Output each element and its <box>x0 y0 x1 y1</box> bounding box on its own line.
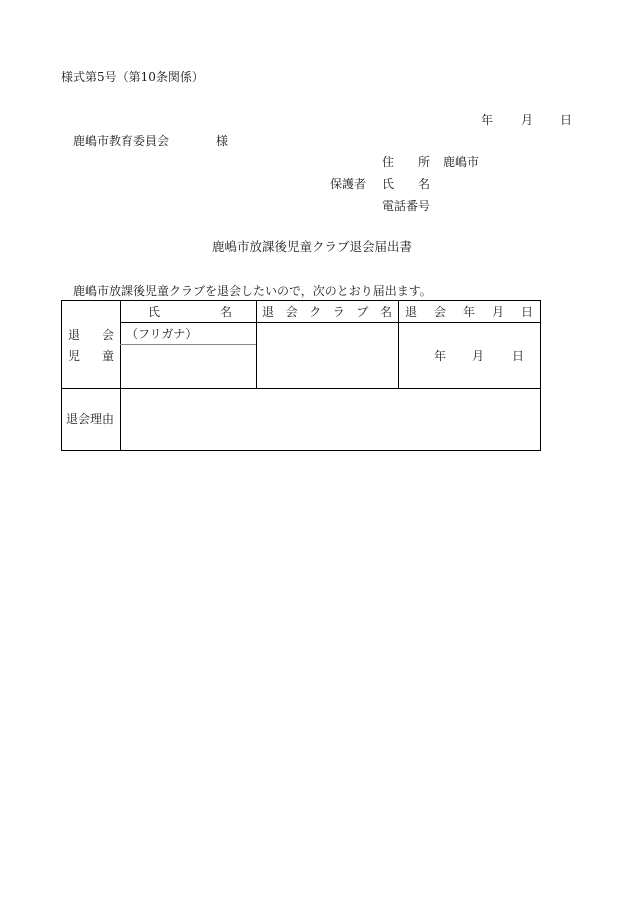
header-date-char: 月 <box>491 305 504 319</box>
header-club-name <box>262 305 392 319</box>
reason-field[interactable] <box>121 389 540 450</box>
addressee-honorific: 様 <box>216 134 229 148</box>
header-date-char: 会 <box>433 305 446 319</box>
name-label-2: 名 <box>418 177 431 191</box>
row-label-char: 会 <box>101 328 114 342</box>
table-vline-club <box>398 301 399 388</box>
withdrawal-table <box>61 300 541 451</box>
date-year-label: 年 <box>481 113 494 127</box>
header-club-char: ク <box>309 305 322 319</box>
header-name-char: 氏 <box>148 305 161 319</box>
header-name-char: 名 <box>219 305 232 319</box>
header-club-char: ラ <box>332 305 345 319</box>
header-withdrawal-date <box>405 305 533 319</box>
row-label-char: 退 <box>68 328 81 342</box>
address-label-2: 所 <box>418 155 431 169</box>
phone-label: 電話番号 <box>382 199 431 213</box>
withdrawal-month-label: 月 <box>472 349 485 363</box>
address-label-1: 住 <box>382 155 395 169</box>
intro-text: 鹿嶋市放課後児童クラブを退会したいので，次のとおり届出ます。 <box>73 284 432 298</box>
form-number: 様式第5号（第10条関係） <box>61 70 204 84</box>
reason-label: 退会理由 <box>66 412 115 426</box>
withdrawal-year-label: 年 <box>434 349 447 363</box>
club-name-field[interactable] <box>257 323 398 388</box>
header-date-char: 退 <box>405 305 418 319</box>
row-label-withdrawal <box>68 328 114 342</box>
row-label-char: 童 <box>101 349 114 363</box>
header-club-char: 会 <box>285 305 298 319</box>
date-day-label: 日 <box>560 113 573 127</box>
header-date-char: 日 <box>520 305 533 319</box>
header-club-char: 退 <box>262 305 275 319</box>
child-name-field[interactable] <box>121 345 256 388</box>
name-label-1: 氏 <box>382 177 395 191</box>
addressee-name: 鹿嶋市教育委員会 <box>73 134 170 148</box>
withdrawal-day-label: 日 <box>512 349 525 363</box>
furigana-label: （フリガナ） <box>126 327 198 341</box>
header-date-char: 年 <box>462 305 475 319</box>
row-label-child <box>68 349 114 363</box>
address-value: 鹿嶋市 <box>443 155 480 169</box>
header-club-char: 名 <box>379 305 392 319</box>
header-name <box>148 305 232 319</box>
date-month-label: 月 <box>521 113 534 127</box>
row-label-char: 児 <box>68 349 81 363</box>
guardian-label: 保護者 <box>330 177 367 191</box>
document-title: 鹿嶋市放課後児童クラブ退会届出書 <box>212 239 413 254</box>
header-club-char: ブ <box>356 305 369 319</box>
